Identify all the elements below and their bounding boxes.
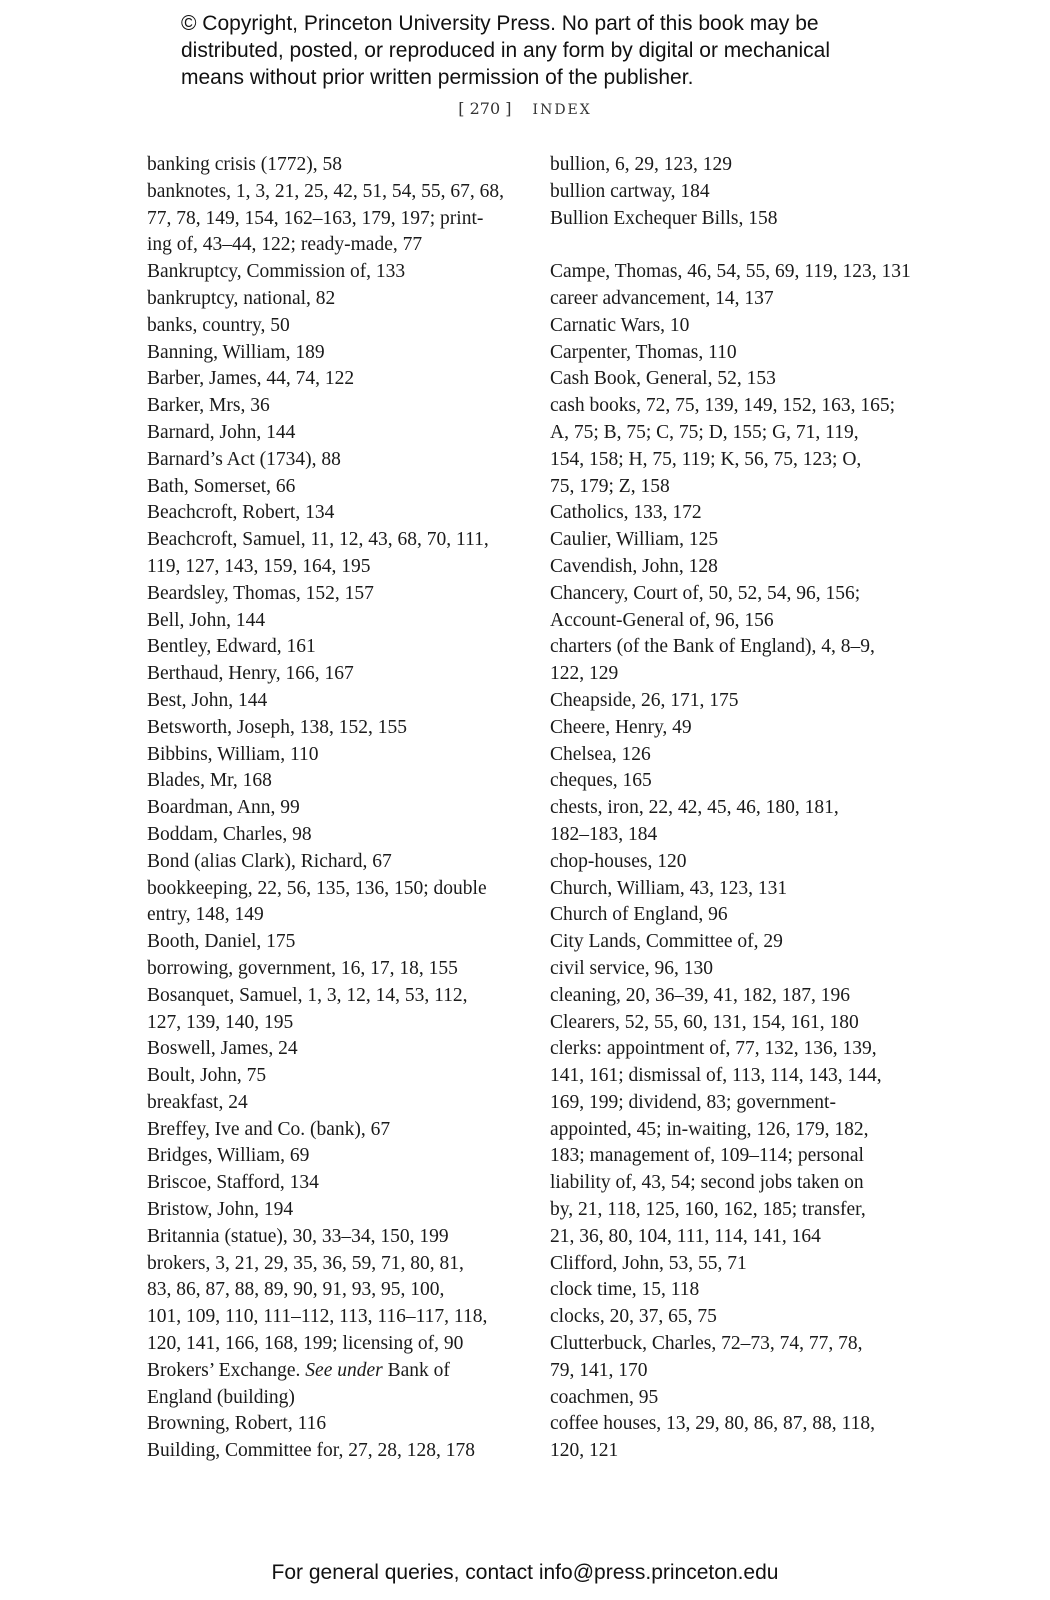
index-entry xyxy=(147,688,517,715)
index-entry xyxy=(550,688,920,715)
index-entry-line: cheques, 165 xyxy=(550,770,652,792)
index-entry xyxy=(550,1331,920,1385)
index-entry xyxy=(550,179,920,206)
index-entry xyxy=(147,1117,517,1144)
index-entry-line: 183; management of, 109–114; personal xyxy=(550,1145,864,1167)
index-entry-line: England (building) xyxy=(147,1386,295,1408)
index-entry xyxy=(550,500,920,527)
copyright-line: © Copyright, Princeton University Press. No part of this book may be xyxy=(181,12,819,35)
copyright-line: distributed, posted, or reproduced in any form by digital or mechanical xyxy=(181,39,831,62)
index-entry-line: banknotes, 1, 3, 21, 25, 42, 51, 54, 55, 67, 68, xyxy=(147,180,504,202)
index-entry-line: Cavendish, John, 128 xyxy=(550,555,718,577)
index-entry xyxy=(550,1277,920,1304)
index-entry-line: Church of England, 96 xyxy=(550,904,728,926)
index-entry-line: banks, country, 50 xyxy=(147,314,290,336)
index-entry-line: Barnard’s Act (1734), 88 xyxy=(147,448,341,470)
index-entry xyxy=(147,286,517,313)
index-entry xyxy=(550,849,920,876)
index-entry-line: coachmen, 95 xyxy=(550,1386,659,1408)
index-entry-line: bookkeeping, 22, 56, 135, 136, 150; double xyxy=(147,877,487,899)
index-entry-line: Best, John, 144 xyxy=(147,689,268,711)
index-entry-line: Clearers, 52, 55, 60, 131, 154, 161, 180 xyxy=(550,1011,859,1033)
index-entry-line: Clifford, John, 53, 55, 71 xyxy=(550,1252,747,1274)
index-entry xyxy=(147,527,517,581)
index-entry-line: 101, 109, 110, 111–112, 113, 116–117, 118, xyxy=(147,1306,488,1328)
index-entry-line: Boardman, Ann, 99 xyxy=(147,797,300,819)
index-entry xyxy=(147,1063,517,1090)
index-entry xyxy=(550,1385,920,1412)
index-entry xyxy=(147,474,517,501)
index-entry-line: Bath, Somerset, 66 xyxy=(147,475,296,497)
index-entry-line: 141, 161; dismissal of, 113, 114, 143, 144, xyxy=(550,1065,882,1087)
index-entry-line: appointed, 45; in-waiting, 126, 179, 182, xyxy=(550,1118,869,1140)
index-entry xyxy=(550,366,920,393)
index-entry xyxy=(550,259,920,286)
index-entry-line: clerks: appointment of, 77, 132, 136, 139, xyxy=(550,1038,877,1060)
index-entry-line: Booth, Daniel, 175 xyxy=(147,931,296,953)
index-column-right xyxy=(550,152,920,1465)
index-entry-line: Clutterbuck, Charles, 72–73, 74, 77, 78, xyxy=(550,1333,863,1355)
index-entry-line: 154, 158; H, 75, 119; K, 56, 75, 123; O, xyxy=(550,448,862,470)
index-entry-line: cash books, 72, 75, 139, 149, 152, 163, 165; xyxy=(550,395,896,417)
index-entry-line: 120, 121 xyxy=(550,1440,619,1462)
index-entry-line: 77, 78, 149, 154, 162–163, 179, 197; print- xyxy=(147,207,484,229)
index-entry xyxy=(550,742,920,769)
index-entry-line: Boswell, James, 24 xyxy=(147,1038,298,1060)
index-entry-line: 127, 139, 140, 195 xyxy=(147,1011,294,1033)
index-entry-line: Banning, William, 189 xyxy=(147,341,325,363)
index-entry-line: by, 21, 118, 125, 160, 162, 185; transfer, xyxy=(550,1199,866,1221)
index-entry-line: Account-General of, 96, 156 xyxy=(550,609,774,631)
index-entry xyxy=(550,286,920,313)
index-entry-line: Bankruptcy, Commission of, 133 xyxy=(147,261,406,283)
index-entry xyxy=(550,634,920,688)
index-entry xyxy=(550,876,920,903)
index-entry xyxy=(550,554,920,581)
copyright-notice xyxy=(181,10,941,91)
index-entry xyxy=(147,929,517,956)
index-entry xyxy=(147,795,517,822)
index-entry xyxy=(147,366,517,393)
index-entry-line: 75, 179; Z, 158 xyxy=(550,475,670,497)
index-entry xyxy=(550,795,920,849)
index-entry xyxy=(147,1358,517,1412)
index-entry-line: Barnard, John, 144 xyxy=(147,421,296,443)
index-entry-line: Barker, Mrs, 36 xyxy=(147,395,270,417)
copyright-line: means without prior written permission of the publisher. xyxy=(181,66,694,89)
index-entry-line: 169, 199; dividend, 83; government- xyxy=(550,1091,836,1113)
index-entry-line: Bond (alias Clark), Richard, 67 xyxy=(147,850,392,872)
index-entry-line: Catholics, 133, 172 xyxy=(550,502,702,524)
index-entry-line: Browning, Robert, 116 xyxy=(147,1413,327,1435)
index-entry xyxy=(147,1197,517,1224)
index-entry-line: ing of, 43–44, 122; ready-made, 77 xyxy=(147,234,423,256)
index-entry xyxy=(147,179,517,259)
index-entry xyxy=(550,206,920,233)
index-entry-line: Barber, James, 44, 74, 122 xyxy=(147,368,355,390)
index-entry xyxy=(147,340,517,367)
index-entry-line: 21, 36, 80, 104, 111, 114, 141, 164 xyxy=(550,1225,821,1247)
index-entry xyxy=(550,313,920,340)
index-entry-line: Brokers’ Exchange. See under Bank of xyxy=(147,1359,450,1381)
page-number: [ 270 ] xyxy=(458,99,512,118)
index-entry xyxy=(550,1251,920,1278)
index-entry-line: borrowing, government, 16, 17, 18, 155 xyxy=(147,957,458,979)
index-entry xyxy=(147,608,517,635)
index-entry xyxy=(147,1411,517,1438)
index-entry xyxy=(550,527,920,554)
index-entry-line: A, 75; B, 75; C, 75; D, 155; G, 71, 119, xyxy=(550,421,859,443)
index-entry xyxy=(147,956,517,983)
index-entry xyxy=(147,1438,517,1465)
index-entry-line: Carnatic Wars, 10 xyxy=(550,314,690,336)
index-entry-line: Blades, Mr, 168 xyxy=(147,770,272,792)
index-entry-line: Bridges, William, 69 xyxy=(147,1145,310,1167)
index-entry-line: liability of, 43, 54; second jobs taken on xyxy=(550,1172,864,1194)
index-entry-line: Bibbins, William, 110 xyxy=(147,743,319,765)
index-entry-line: Beachcroft, Robert, 134 xyxy=(147,502,335,524)
index-entry xyxy=(147,152,517,179)
index-entry xyxy=(550,581,920,635)
index-entry xyxy=(550,956,920,983)
index-entry-line: Campe, Thomas, 46, 54, 55, 69, 119, 123, 131 xyxy=(550,261,911,283)
index-entry-line: Caulier, William, 125 xyxy=(550,529,719,551)
index-entry xyxy=(147,742,517,769)
index-entry-line: 122, 129 xyxy=(550,663,619,685)
index-entry xyxy=(550,1036,920,1250)
index-entry-line: Boult, John, 75 xyxy=(147,1065,267,1087)
index-entry xyxy=(550,1304,920,1331)
index-entry-line: clock time, 15, 118 xyxy=(550,1279,700,1301)
index-entry xyxy=(550,983,920,1010)
index-entry-line: charters (of the Bank of England), 4, 8–9, xyxy=(550,636,875,658)
index-entry-line: Cheapside, 26, 171, 175 xyxy=(550,689,739,711)
index-entry-line: Breffey, Ive and Co. (bank), 67 xyxy=(147,1118,391,1140)
index-entry xyxy=(147,983,517,1037)
index-entry-line: banking crisis (1772), 58 xyxy=(147,154,342,175)
index-entry xyxy=(147,768,517,795)
index-entry xyxy=(147,634,517,661)
index-entry xyxy=(147,1170,517,1197)
index-entry xyxy=(550,902,920,929)
index-entry xyxy=(147,822,517,849)
index-entry xyxy=(550,1411,920,1465)
index-entry xyxy=(147,715,517,742)
index-entry xyxy=(550,152,920,179)
index-entry-line: Chancery, Court of, 50, 52, 54, 96, 156; xyxy=(550,582,861,604)
index-entry-line: Britannia (statue), 30, 33–34, 150, 199 xyxy=(147,1225,449,1247)
index-entry-line: coffee houses, 13, 29, 80, 86, 87, 88, 118, xyxy=(550,1413,875,1435)
index-entry-line: Bentley, Edward, 161 xyxy=(147,636,316,658)
index-entry-line: Briscoe, Stafford, 134 xyxy=(147,1172,319,1194)
footer-contact: For general queries, contact info@press.princeton.edu xyxy=(271,1561,779,1584)
index-entry-line: 119, 127, 143, 159, 164, 195 xyxy=(147,555,371,577)
index-column-left xyxy=(147,152,517,1465)
running-head xyxy=(0,99,1050,118)
index-entry xyxy=(147,1090,517,1117)
index-entry xyxy=(550,715,920,742)
index-entry-line: Bosanquet, Samuel, 1, 3, 12, 14, 53, 112, xyxy=(147,984,468,1006)
index-entry xyxy=(550,929,920,956)
index-entry-line: Bell, John, 144 xyxy=(147,609,266,631)
index-entry xyxy=(147,581,517,608)
index-entry-line: clocks, 20, 37, 65, 75 xyxy=(550,1306,717,1328)
index-entry xyxy=(147,313,517,340)
index-entry-line: chop-houses, 120 xyxy=(550,850,687,872)
index-entry-line: Boddam, Charles, 98 xyxy=(147,823,312,845)
index-entry-line: Building, Committee for, 27, 28, 128, 178 xyxy=(147,1440,475,1462)
index-entry-line: Bullion Exchequer Bills, 158 xyxy=(550,207,778,229)
index-entry xyxy=(550,1010,920,1037)
index-entry-line: chests, iron, 22, 42, 45, 46, 180, 181, xyxy=(550,797,839,819)
index-entry xyxy=(147,1143,517,1170)
index-entry xyxy=(147,500,517,527)
index-entry-line: civil service, 96, 130 xyxy=(550,957,713,979)
index-entry xyxy=(147,849,517,876)
index-entry-line: career advancement, 14, 137 xyxy=(550,287,774,309)
index-entry-line: bullion, 6, 29, 123, 129 xyxy=(550,154,733,175)
index-entry xyxy=(147,876,517,930)
index-entry-line: bankruptcy, national, 82 xyxy=(147,287,336,309)
index-entry-line: breakfast, 24 xyxy=(147,1091,248,1113)
index-entry xyxy=(147,1036,517,1063)
section-title: INDEX xyxy=(532,102,592,118)
index-entry-line: entry, 148, 149 xyxy=(147,904,264,926)
index-entry-line: 120, 141, 166, 168, 199; licensing of, 90 xyxy=(147,1333,464,1355)
index-entry-line: bullion cartway, 184 xyxy=(550,180,710,202)
index-entry-line: 83, 86, 87, 88, 89, 90, 91, 93, 95, 100, xyxy=(147,1279,445,1301)
index-entry xyxy=(147,259,517,286)
index-entry-line: Beardsley, Thomas, 152, 157 xyxy=(147,582,374,604)
index-entry-line: Betsworth, Joseph, 138, 152, 155 xyxy=(147,716,407,738)
index-entry xyxy=(550,768,920,795)
index-entry-line: Chelsea, 126 xyxy=(550,743,651,765)
index-entry-line: Berthaud, Henry, 166, 167 xyxy=(147,663,354,685)
index-entry-line: cleaning, 20, 36–39, 41, 182, 187, 196 xyxy=(550,984,851,1006)
index-entry xyxy=(147,393,517,420)
index-entry-line: 182–183, 184 xyxy=(550,823,658,845)
index-entry xyxy=(147,661,517,688)
index-entry xyxy=(147,1224,517,1251)
index-entry-line: Church, William, 43, 123, 131 xyxy=(550,877,788,899)
index-entry-line: Cheere, Henry, 49 xyxy=(550,716,692,738)
index-entry xyxy=(550,340,920,367)
index-entry xyxy=(550,393,920,500)
index-entry-line: Beachcroft, Samuel, 11, 12, 43, 68, 70, 111, xyxy=(147,529,489,551)
index-entry-line: City Lands, Committee of, 29 xyxy=(550,931,783,953)
index-entry-line: brokers, 3, 21, 29, 35, 36, 59, 71, 80, 81, xyxy=(147,1252,464,1274)
index-entry xyxy=(147,420,517,447)
index-entry-line: Bristow, John, 194 xyxy=(147,1199,294,1221)
index-entry-line: Carpenter, Thomas, 110 xyxy=(550,341,737,363)
index-entry-line: 79, 141, 170 xyxy=(550,1359,648,1381)
index-entry-line: Cash Book, General, 52, 153 xyxy=(550,368,776,390)
index-entry xyxy=(147,447,517,474)
index-gap xyxy=(550,232,920,259)
index-entry xyxy=(147,1251,517,1358)
